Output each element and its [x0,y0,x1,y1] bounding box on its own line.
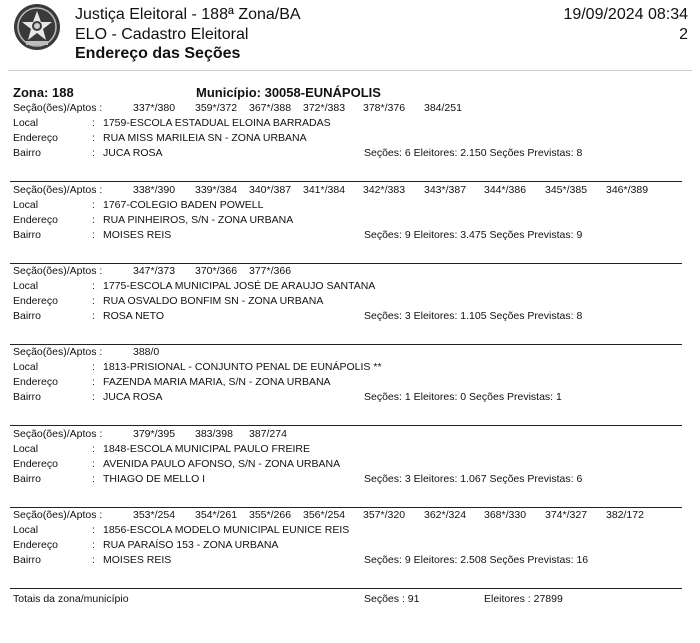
bairro-row [0,553,700,567]
local-label: Local [13,524,39,536]
bairro-label: Bairro [13,310,42,322]
secoes-label: Seção(ões)/Aptos : [13,509,103,521]
section-block [0,101,700,181]
local-value: 1775-ESCOLA MUNICIPAL JOSÉ DE ARAUJO SANTANA [103,280,376,292]
local-value: 1856-ESCOLA MODELO MUNICIPAL EUNICE REIS [103,524,350,536]
secoes-row [0,345,700,359]
municipio-label: Município: 30058-EUNÁPOLIS [196,85,381,100]
secoes-row [0,264,700,278]
bairro-label: Bairro [13,391,42,403]
secao-apto-value: 346*/389 [606,184,649,196]
secao-apto-value: 379*/395 [133,428,176,440]
local-label: Local [13,443,39,455]
field-colon: : [92,214,95,226]
secao-apto-value: 340*/387 [249,184,292,196]
block-separator [10,181,682,182]
secao-apto-value: 344*/386 [484,184,527,196]
totals-secoes: Seções : 91 [364,593,420,605]
secao-apto-value: 345*/385 [545,184,588,196]
secoes-label: Seção(ões)/Aptos : [13,184,103,196]
bairro-value: JUCA ROSA [103,147,163,159]
local-row [0,279,700,293]
section-stats: Seções: 3 Eleitores: 1.105 Seções Previstas: 8 [364,310,583,322]
endereco-row [0,131,700,145]
field-colon: : [92,391,95,403]
bairro-value: MOISES REIS [103,229,172,241]
endereco-row [0,457,700,471]
secao-apto-value: 388/0 [133,346,160,358]
local-row [0,116,700,130]
secoes-label: Seção(ões)/Aptos : [13,102,103,114]
secao-apto-value: 359*/372 [195,102,238,114]
secoes-row [0,183,700,197]
local-label: Local [13,199,39,211]
section-block [0,427,700,507]
secao-apto-value: 355*/266 [249,509,292,521]
field-colon: : [92,229,95,241]
field-colon: : [92,199,95,211]
local-row [0,198,700,212]
secao-apto-value: 367*/388 [249,102,292,114]
field-colon: : [92,376,95,388]
endereco-value: RUA OSVALDO BONFIM SN - ZONA URBANA [103,295,324,307]
endereco-value: RUA PARAÍSO 153 - ZONA URBANA [103,539,279,551]
secao-apto-value: 384/251 [424,102,462,114]
field-colon: : [92,554,95,566]
field-colon: : [92,147,95,159]
endereco-value: RUA MISS MARILEIA SN - ZONA URBANA [103,132,307,144]
header-subtitle: ELO - Cadastro Eleitoral [75,26,249,43]
totals-eleitores: Eleitores : 27899 [484,593,563,605]
field-colon: : [92,473,95,485]
block-separator [10,588,682,589]
section-block [0,183,700,263]
endereco-value: FAZENDA MARIA MARIA, S/N - ZONA URBANA [103,376,331,388]
endereco-value: AVENIDA PAULO AFONSO, S/N - ZONA URBANA [103,458,341,470]
field-colon: : [92,117,95,129]
block-separator [10,425,682,426]
report-datetime: 19/09/2024 08:34 [563,6,688,23]
endereco-row [0,375,700,389]
secao-apto-value: 341*/384 [303,184,346,196]
endereco-label: Endereço [13,539,58,551]
secoes-row [0,427,700,441]
header-title: Justiça Eleitoral - 188ª Zona/BA [75,6,301,23]
bairro-label: Bairro [13,554,42,566]
section-stats: Seções: 6 Eleitores: 2.150 Seções Previstas: 8 [364,147,583,159]
local-label: Local [13,117,39,129]
secao-apto-value: 377*/366 [249,265,292,277]
section-stats: Seções: 9 Eleitores: 2.508 Seções Previstas: 16 [364,554,589,566]
bairro-row [0,472,700,486]
section-stats: Seções: 9 Eleitores: 3.475 Seções Previstas: 9 [364,229,583,241]
bairro-value: ROSA NETO [103,310,165,322]
section-block [0,508,700,588]
secao-apto-value: 368*/330 [484,509,527,521]
field-colon: : [92,295,95,307]
secoes-label: Seção(ões)/Aptos : [13,346,103,358]
local-label: Local [13,280,39,292]
section-block [0,264,700,344]
bairro-value: THIAGO DE MELLO I [103,473,206,485]
local-row [0,360,700,374]
secao-apto-value: 357*/320 [363,509,406,521]
secoes-label: Seção(ões)/Aptos : [13,428,103,440]
field-colon: : [92,132,95,144]
bairro-value: MOISES REIS [103,554,172,566]
secao-apto-value: 339*/384 [195,184,238,196]
field-colon: : [92,310,95,322]
secao-apto-value: 353*/254 [133,509,176,521]
endereco-label: Endereço [13,376,58,388]
field-colon: : [92,443,95,455]
endereco-label: Endereço [13,295,58,307]
zona-label: Zona: 188 [13,85,74,100]
field-colon: : [92,361,95,373]
endereco-label: Endereço [13,132,58,144]
secao-apto-value: 343*/387 [424,184,467,196]
secao-apto-value: 337*/380 [133,102,176,114]
page-number: 2 [679,26,688,43]
field-colon: : [92,524,95,536]
bairro-label: Bairro [13,147,42,159]
secao-apto-value: 362*/324 [424,509,467,521]
local-value: 1767-COLEGIO BADEN POWELL [103,199,264,211]
endereco-value: RUA PINHEIROS, S/N - ZONA URBANA [103,214,294,226]
secao-apto-value: 372*/383 [303,102,346,114]
secao-apto-value: 354*/261 [195,509,238,521]
secao-apto-value: 342*/383 [363,184,406,196]
local-value: 1759-ESCOLA ESTADUAL ELOINA BARRADAS [103,117,331,129]
secao-apto-value: 374*/327 [545,509,588,521]
totals-label: Totais da zona/município [13,593,129,605]
local-row [0,442,700,456]
endereco-row [0,213,700,227]
bairro-label: Bairro [13,229,42,241]
endereco-label: Endereço [13,458,58,470]
header-divider [8,70,692,71]
secao-apto-value: 370*/366 [195,265,238,277]
field-colon: : [92,280,95,292]
report-title: Endereço das Seções [75,45,241,62]
secao-apto-value: 338*/390 [133,184,176,196]
bairro-value: JUCA ROSA [103,391,163,403]
secao-apto-value: 356*/254 [303,509,346,521]
section-stats: Seções: 1 Eleitores: 0 Seções Previstas: 1 [364,391,562,403]
endereco-row [0,294,700,308]
secao-apto-value: 383/398 [195,428,233,440]
bairro-row [0,146,700,160]
bairro-row [0,390,700,404]
bairro-label: Bairro [13,473,42,485]
secoes-label: Seção(ões)/Aptos : [13,265,103,277]
secoes-row [0,508,700,522]
bairro-row [0,228,700,242]
secao-apto-value: 382/172 [606,509,644,521]
local-row [0,523,700,537]
endereco-label: Endereço [13,214,58,226]
endereco-row [0,538,700,552]
coat-of-arms-emblem [12,2,62,52]
local-value: 1813-PRISIONAL - CONJUNTO PENAL DE EUNÁPOLIS ** [103,361,382,373]
local-label: Local [13,361,39,373]
bairro-row [0,309,700,323]
secao-apto-value: 378*/376 [363,102,406,114]
secoes-row [0,101,700,115]
local-value: 1848-ESCOLA MUNICIPAL PAULO FREIRE [103,443,310,455]
section-block [0,345,700,425]
secao-apto-value: 387/274 [249,428,287,440]
field-colon: : [92,458,95,470]
secao-apto-value: 347*/373 [133,265,176,277]
field-colon: : [92,539,95,551]
section-stats: Seções: 3 Eleitores: 1.067 Seções Previstas: 6 [364,473,583,485]
